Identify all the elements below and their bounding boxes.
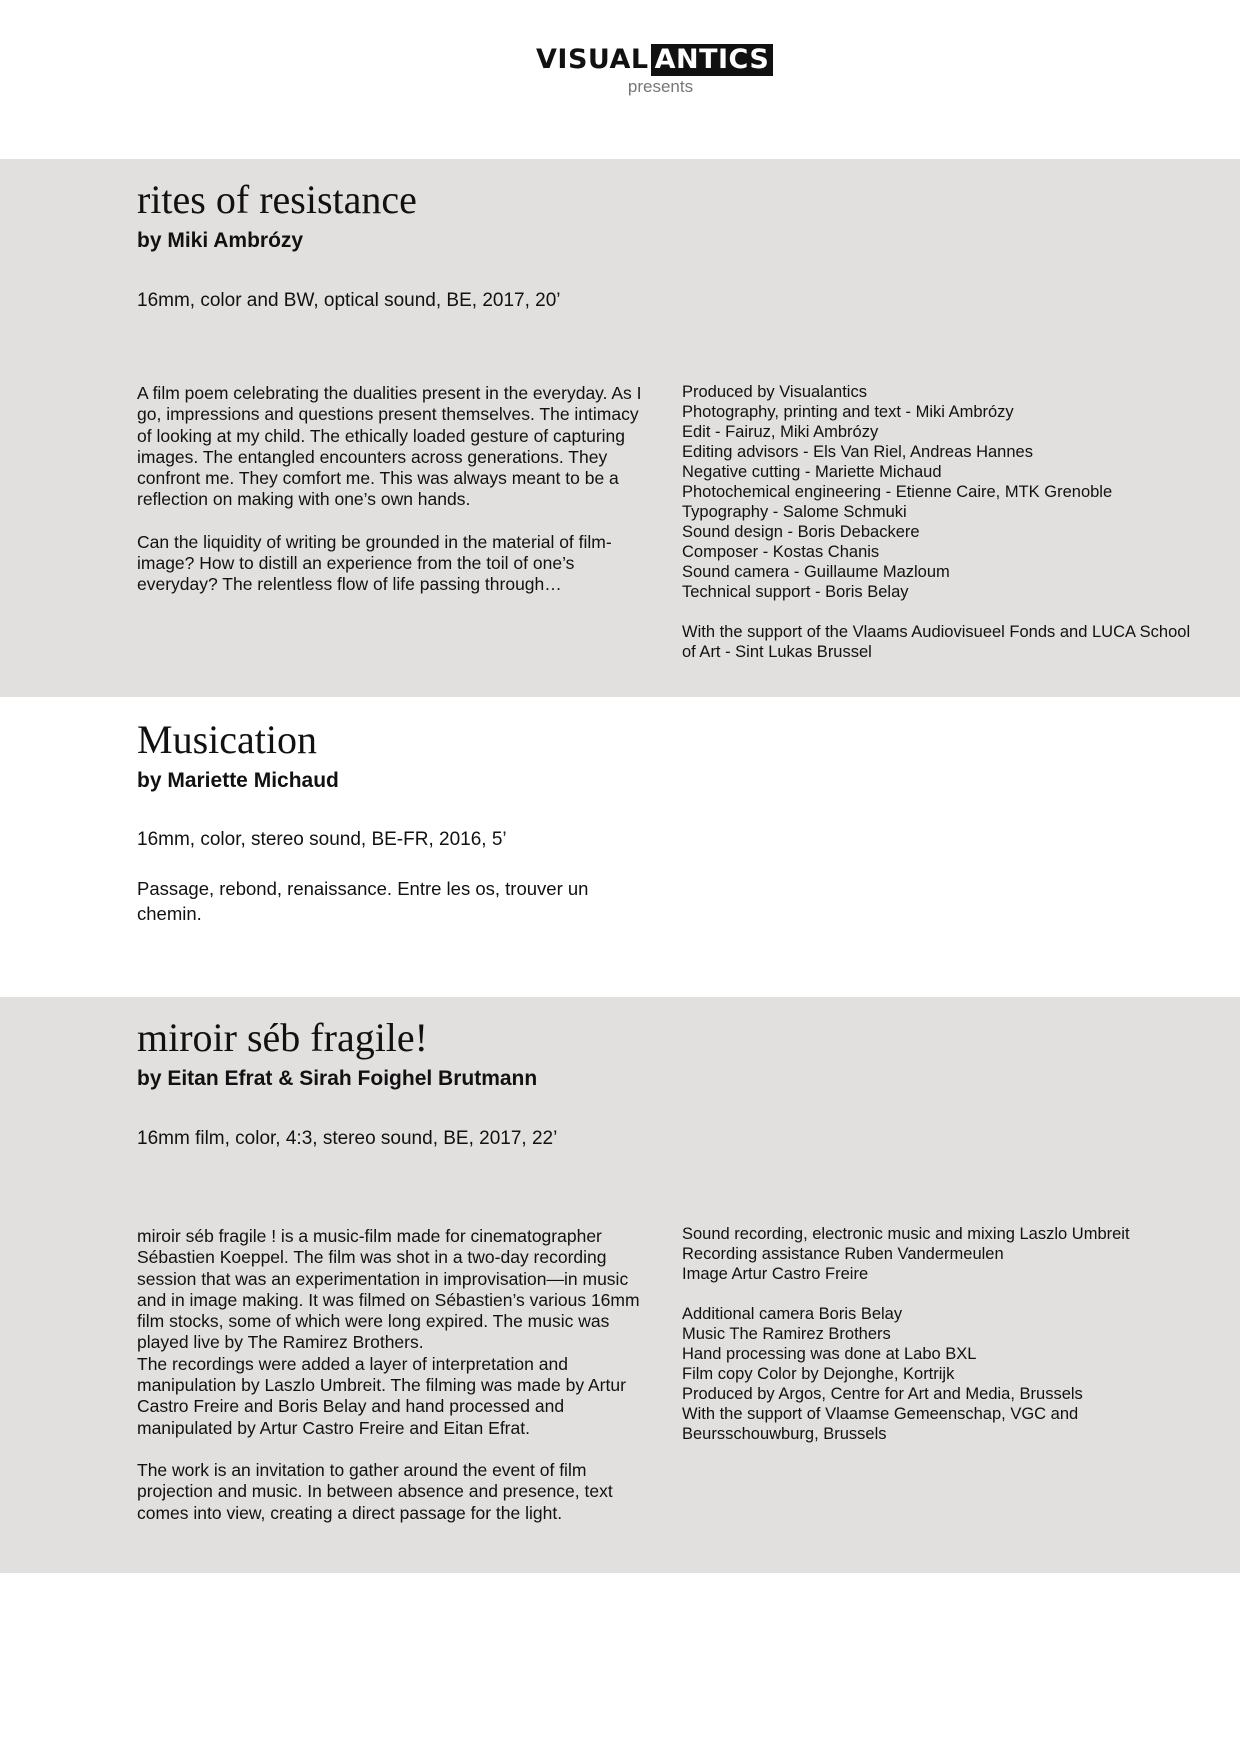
- credit-line: Film copy Color by Dejonghe, Kortrijk: [682, 1365, 955, 1383]
- film-byline: by Eitan Efrat & Sirah Foighel Brutmann: [137, 1067, 538, 1090]
- credit-line: Additional camera Boris Belay: [682, 1305, 903, 1323]
- film-specs: 16mm film, color, 4:3, stereo sound, BE, 2017, 22’: [137, 1128, 558, 1149]
- synopsis-paragraph: miroir séb fragile ! is a music-film made for cinematographer Sébastien Koeppel. The film was shot in a two-day recording session that was an experimentation in improvisation—in music and in image making. It was filmed on Sébastien’s various 16mm film stocks, some of which were long expired. The music was played live by The Ramirez Brothers.: [137, 1226, 640, 1353]
- credit-line: Music The Ramirez Brothers: [682, 1325, 891, 1343]
- visualantics-logo: [536, 44, 773, 76]
- film-synopsis: [137, 876, 617, 926]
- credit-line: Negative cutting - Mariette Michaud: [682, 463, 942, 481]
- film-byline: by Miki Ambrózy: [137, 229, 304, 252]
- credit-line: Produced by Visualantics: [682, 383, 867, 401]
- credit-line: Recording assistance Ruben Vandermeulen: [682, 1245, 1004, 1263]
- credit-line: Produced by Argos, Centre for Art and Media, Brussels: [682, 1385, 1083, 1403]
- logo-text-left: VISUAL: [536, 44, 649, 75]
- credit-line: Composer - Kostas Chanis: [682, 543, 880, 561]
- film-synopsis: [137, 383, 657, 596]
- film-byline: by Mariette Michaud: [137, 769, 339, 792]
- credit-line: Sound recording, electronic music and mixing Laszlo Umbreit: [682, 1225, 1130, 1243]
- presents-label: presents: [627, 77, 694, 96]
- logo-text-right: ANTICS: [651, 44, 774, 76]
- film-section-musication: [0, 697, 1240, 997]
- film-title: Musication: [137, 717, 317, 762]
- support-note: With the support of the Vlaams Audiovisueel Fonds and LUCA School of Art - Sint Lukas Brussel: [682, 623, 1191, 661]
- credit-line: Technical support - Boris Belay: [682, 583, 909, 601]
- synopsis-paragraph: Can the liquidity of writing be grounded in the material of film-image? How to distill an experience from the toil of one’s everyday? The relentless flow of life passing through…: [137, 531, 612, 595]
- synopsis-paragraph: The work is an invitation to gather around the event of film projection and music. In between absence and presence, text comes into view, creating a direct passage for the light.: [137, 1459, 613, 1523]
- credit-line: Sound camera - Guillaume Mazloum: [682, 563, 950, 581]
- film-section-miroir-seb-fragile: [0, 997, 1240, 1573]
- film-section-rites-of-resistance: [0, 159, 1240, 697]
- film-specs: 16mm, color and BW, optical sound, BE, 2017, 20’: [137, 290, 561, 311]
- credit-line: Typography - Salome Schmuki: [682, 503, 907, 521]
- synopsis-paragraph: A film poem celebrating the dualities present in the everyday. As I go, impressions and questions present themselves. The intimacy of looking at my child. The ethically loaded gesture of capturing images. The entangled encounters across generations. They confront me. They comfort me. This was always meant to be a reflection on making with one’s own hands.: [137, 383, 642, 510]
- credit-line: Sound design - Boris Debackere: [682, 523, 920, 541]
- page-header: [0, 0, 1240, 160]
- credit-line: Photochemical engineering - Etienne Caire, MTK Grenoble: [682, 483, 1113, 501]
- credit-line: Photography, printing and text - Miki Ambrózy: [682, 403, 1014, 421]
- credit-line: Editing advisors - Els Van Riel, Andreas Hannes: [682, 443, 1033, 461]
- credit-line: Image Artur Castro Freire: [682, 1265, 869, 1283]
- credit-line: Hand processing was done at Labo BXL: [682, 1345, 977, 1363]
- credit-line: With the support of Vlaamse Gemeenschap, VGC and Beursschouwburg, Brussels: [682, 1405, 1079, 1443]
- film-synopsis: [137, 1226, 657, 1524]
- credit-line: Edit - Fairuz, Miki Ambrózy: [682, 423, 879, 441]
- film-credits: [682, 382, 1202, 662]
- film-title: rites of resistance: [137, 177, 417, 222]
- film-credits: [682, 1224, 1202, 1444]
- synopsis-paragraph: Passage, rebond, renaissance. Entre les os, trouver un chemin.: [137, 878, 589, 924]
- film-title: miroir séb fragile!: [137, 1015, 428, 1060]
- synopsis-paragraph: The recordings were added a layer of interpretation and manipulation by Laszlo Umbreit. The filming was made by Artur Castro Freire and Boris Belay and hand processed and manipulated by Artur Castro Freire and Eitan Efrat.: [137, 1353, 626, 1438]
- film-specs: 16mm, color, stereo sound, BE-FR, 2016, 5’: [137, 829, 507, 850]
